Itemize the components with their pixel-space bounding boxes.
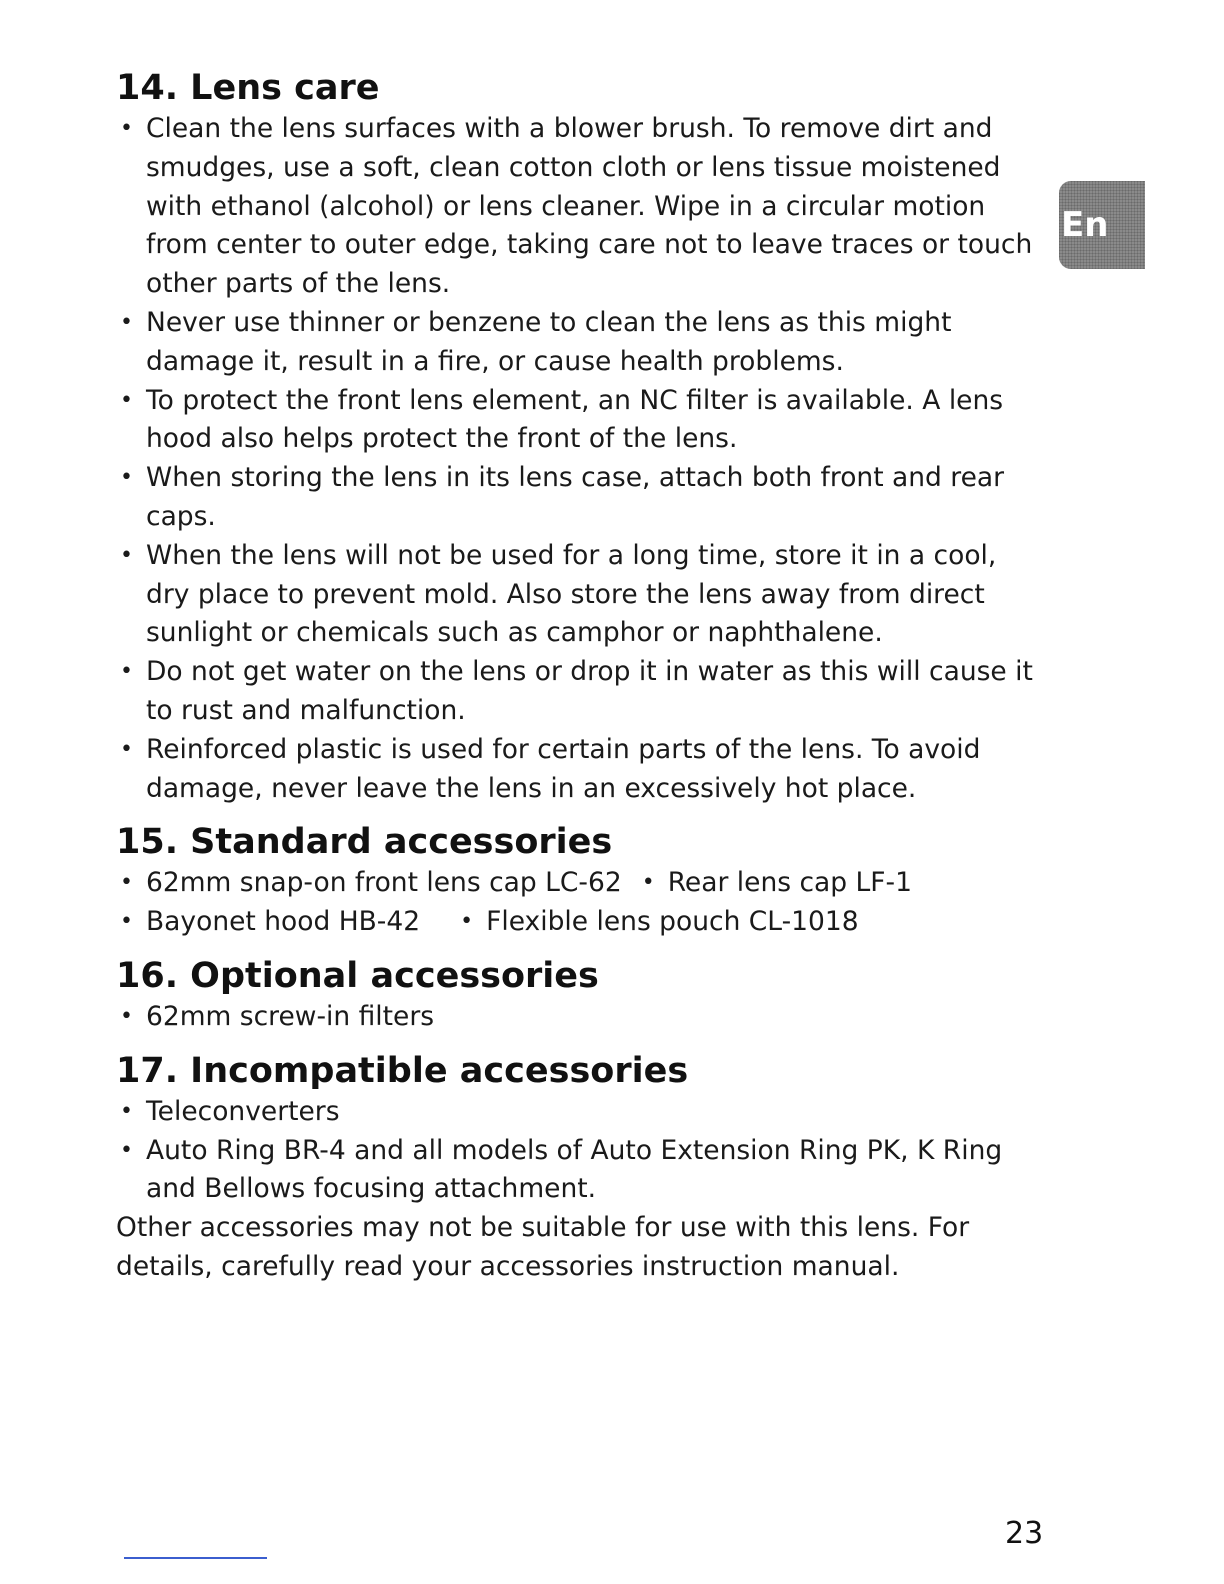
bullet-icon: • bbox=[460, 909, 474, 935]
list-item: • Bayonet hood HB-42 bbox=[116, 903, 420, 942]
bullet-icon: • bbox=[120, 659, 133, 685]
bullet-icon: • bbox=[120, 736, 133, 762]
list-item: • Clean the lens surfaces with a blower brush. To remove dirt and smudges, use a soft, clean cotton cloth or lens tissue moistened with ethanol (alcohol) or lens cleaner. Wipe in a circular motion from center to outer edge, taking care not to leave traces or touch other parts of the lens. bbox=[116, 110, 1036, 304]
list-item: • Never use thinner or benzene to clean the lens as this might damage it, result in a fire, or cause health problems. bbox=[116, 304, 1036, 382]
footer-rule bbox=[124, 1557, 267, 1559]
bullet-icon: • bbox=[120, 542, 133, 568]
list-item: • Auto Ring BR-4 and all models of Auto Extension Ring PK, K Ring and Bellows focusing attachment. bbox=[116, 1132, 1036, 1210]
bullet-icon: • bbox=[120, 387, 133, 413]
bullet-icon: • bbox=[120, 909, 133, 935]
list-item: • Do not get water on the lens or drop it in water as this will cause it to rust and malfunction. bbox=[116, 653, 1036, 731]
optional-accessories-list bbox=[116, 998, 1036, 1037]
incompatible-accessories-list bbox=[116, 1093, 1036, 1209]
list-item: • To protect the front lens element, an NC filter is available. A lens hood also helps protect the front of the lens. bbox=[116, 382, 1036, 460]
standard-accessories-row-2 bbox=[116, 903, 1036, 942]
bullet-icon: • bbox=[641, 870, 655, 896]
list-item: • 62mm screw-in filters bbox=[116, 998, 1036, 1037]
bullet-icon: • bbox=[120, 870, 133, 896]
bullet-icon: • bbox=[120, 1003, 133, 1029]
bullet-icon: • bbox=[120, 1137, 133, 1163]
compatibility-note: Other accessories may not be suitable for use with this lens. For details, carefully read your accessories instruction manual. bbox=[116, 1212, 970, 1282]
bullet-icon: • bbox=[120, 116, 133, 141]
bullet-icon: • bbox=[120, 465, 133, 491]
language-tab: En bbox=[1059, 181, 1145, 269]
list-item: • Flexible lens pouch CL-1018 bbox=[456, 903, 859, 942]
section-heading-standard-accessories: 15. Standard accessories bbox=[116, 822, 613, 863]
section-heading-incompatible-accessories: 17. Incompatible accessories bbox=[116, 1050, 689, 1091]
list-item: • Rear lens cap LF-1 bbox=[638, 864, 912, 903]
list-item: • 62mm snap-on front lens cap LC-62 bbox=[116, 864, 622, 903]
bullet-icon: • bbox=[120, 309, 133, 335]
section-heading-optional-accessories: 16. Optional accessories bbox=[116, 955, 599, 996]
bullet-icon: • bbox=[120, 1098, 133, 1124]
list-item: • Reinforced plastic is used for certain parts of the lens. To avoid damage, never leave the lens in an excessively hot place. bbox=[116, 731, 1036, 809]
page-number: 23 bbox=[1005, 1516, 1044, 1551]
list-item: • When storing the lens in its lens case, attach both front and rear caps. bbox=[116, 459, 1036, 537]
list-item: • Teleconverters bbox=[116, 1093, 1036, 1132]
lens-care-list bbox=[116, 110, 1036, 808]
section-heading-lens-care: 14. Lens care bbox=[116, 68, 380, 108]
standard-accessories-row-1 bbox=[116, 864, 1036, 903]
page-content bbox=[116, 66, 1036, 1287]
list-item: • When the lens will not be used for a long time, store it in a cool, dry place to prevent mold. Also store the lens away from direct sunlight or chemicals such as camphor or naphthalene. bbox=[116, 537, 1036, 653]
